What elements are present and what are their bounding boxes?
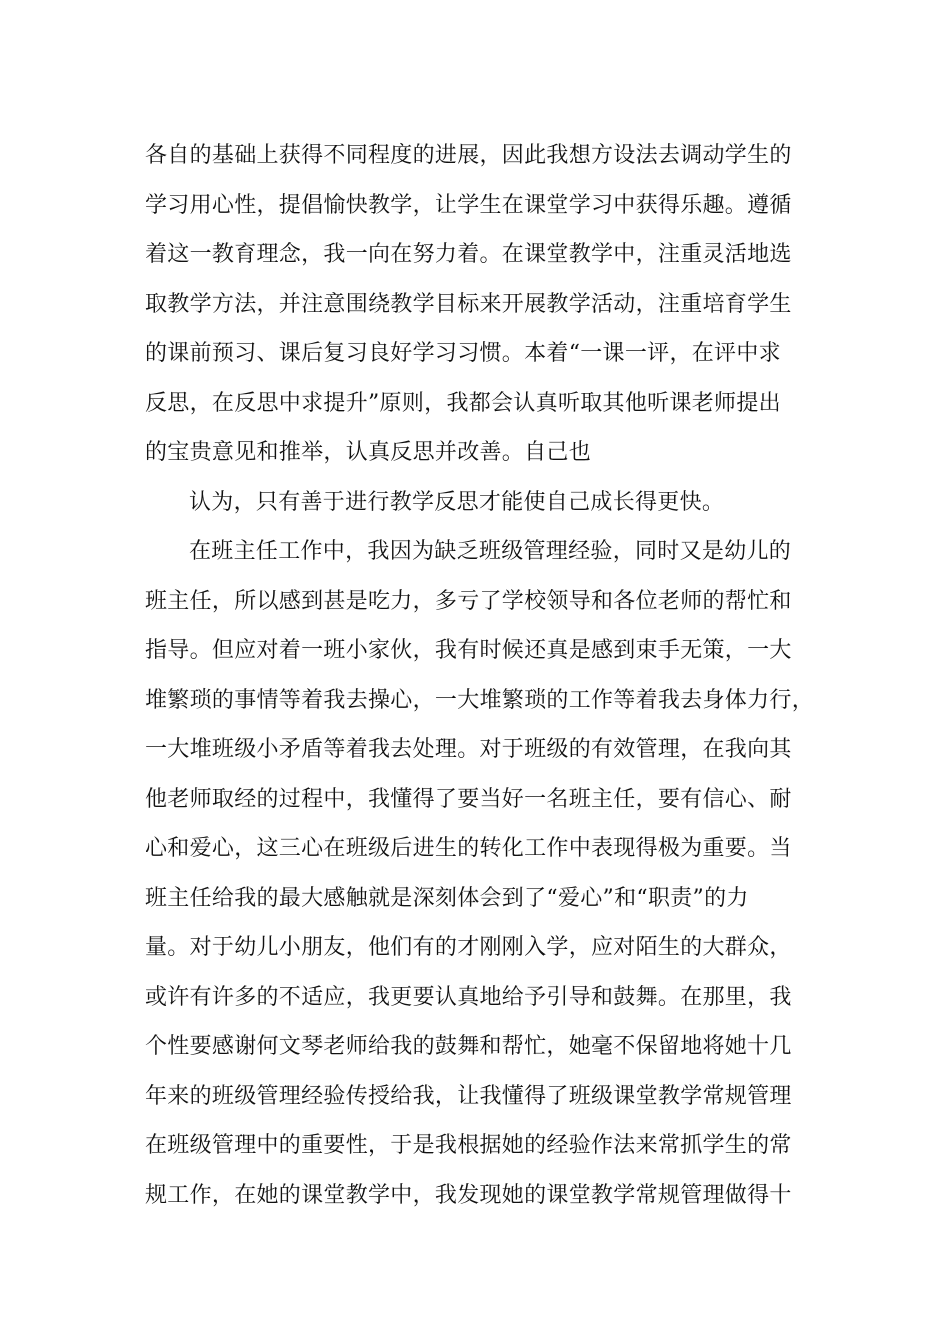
text-line: 指导。但应对着一班小家伙，我有时候还真是感到束手无策，一大 (145, 638, 792, 663)
text-line: 取教学方法，并注意围绕教学目标来开展教学活动，注重培育学生 (145, 291, 792, 317)
text-line: 或许有许多的不适应，我更要认真地给予引导和鼓舞。在那里，我 (145, 984, 792, 1010)
text-line: 心和爱心，这三心在班级后进生的转化工作中表现得极为重要。当 (145, 836, 792, 861)
text-line: 量。对于幼儿小朋友，他们有的才刚刚入学，应对陌生的大群众， (145, 935, 792, 960)
text-line: 班主任，所以感到甚是吃力，多亏了学校领导和各位老师的帮忙和 (145, 588, 792, 614)
text-line: 堆繁琐的事情等着我去操心，一大堆繁琐的工作等着我去身体力行， (145, 687, 815, 713)
text-line: 着这一教育理念，我一向在努力着。在课堂教学中，注重灵活地选 (145, 242, 792, 267)
text-line: 的宝贵意见和推举，认真反思并改善。自己也 (145, 440, 592, 465)
paragraph-first-line: 认为，只有善于进行教学反思才能使自己成长得更快。 (189, 489, 725, 515)
text-line: 规工作，在她的课堂教学中，我发现她的课堂教学常规管理做得十 (145, 1182, 792, 1208)
document-body (145, 131, 825, 1220)
text-line: 的课前预习、课后复习良好学习习惯。本着“一课一评，在评中求 (145, 341, 781, 366)
text-line: 一大堆班级小矛盾等着我去处理。对于班级的有效管理，在我向其 (145, 737, 792, 762)
text-line: 他老师取经的过程中，我懂得了要当好一名班主任，要有信心、耐 (145, 786, 792, 812)
text-line: 各自的基础上获得不同程度的进展，因此我想方设法去调动学生的 (145, 143, 792, 168)
text-line: 个性要感谢何文琴老师给我的鼓舞和帮忙，她毫不保留地将她十几 (145, 1034, 792, 1059)
paragraph-first-line: 在班主任工作中，我因为缺乏班级管理经验，同时又是幼儿的 (189, 539, 792, 564)
text-line: 班主任给我的最大感触就是深刻体会到了“爱心”和“职责”的力 (145, 885, 749, 911)
text-line: 学习用心性，提倡愉快教学，让学生在课堂学习中获得乐趣。遵循 (145, 192, 792, 218)
text-line: 在班级管理中的重要性，于是我根据她的经验作法来常抓学生的常 (145, 1133, 792, 1158)
text-line: 年来的班级管理经验传授给我，让我懂得了班级课堂教学常规管理 (145, 1083, 792, 1109)
text-line: 反思，在反思中求提升”原则，我都会认真听取其他听课老师提出 (145, 390, 781, 416)
